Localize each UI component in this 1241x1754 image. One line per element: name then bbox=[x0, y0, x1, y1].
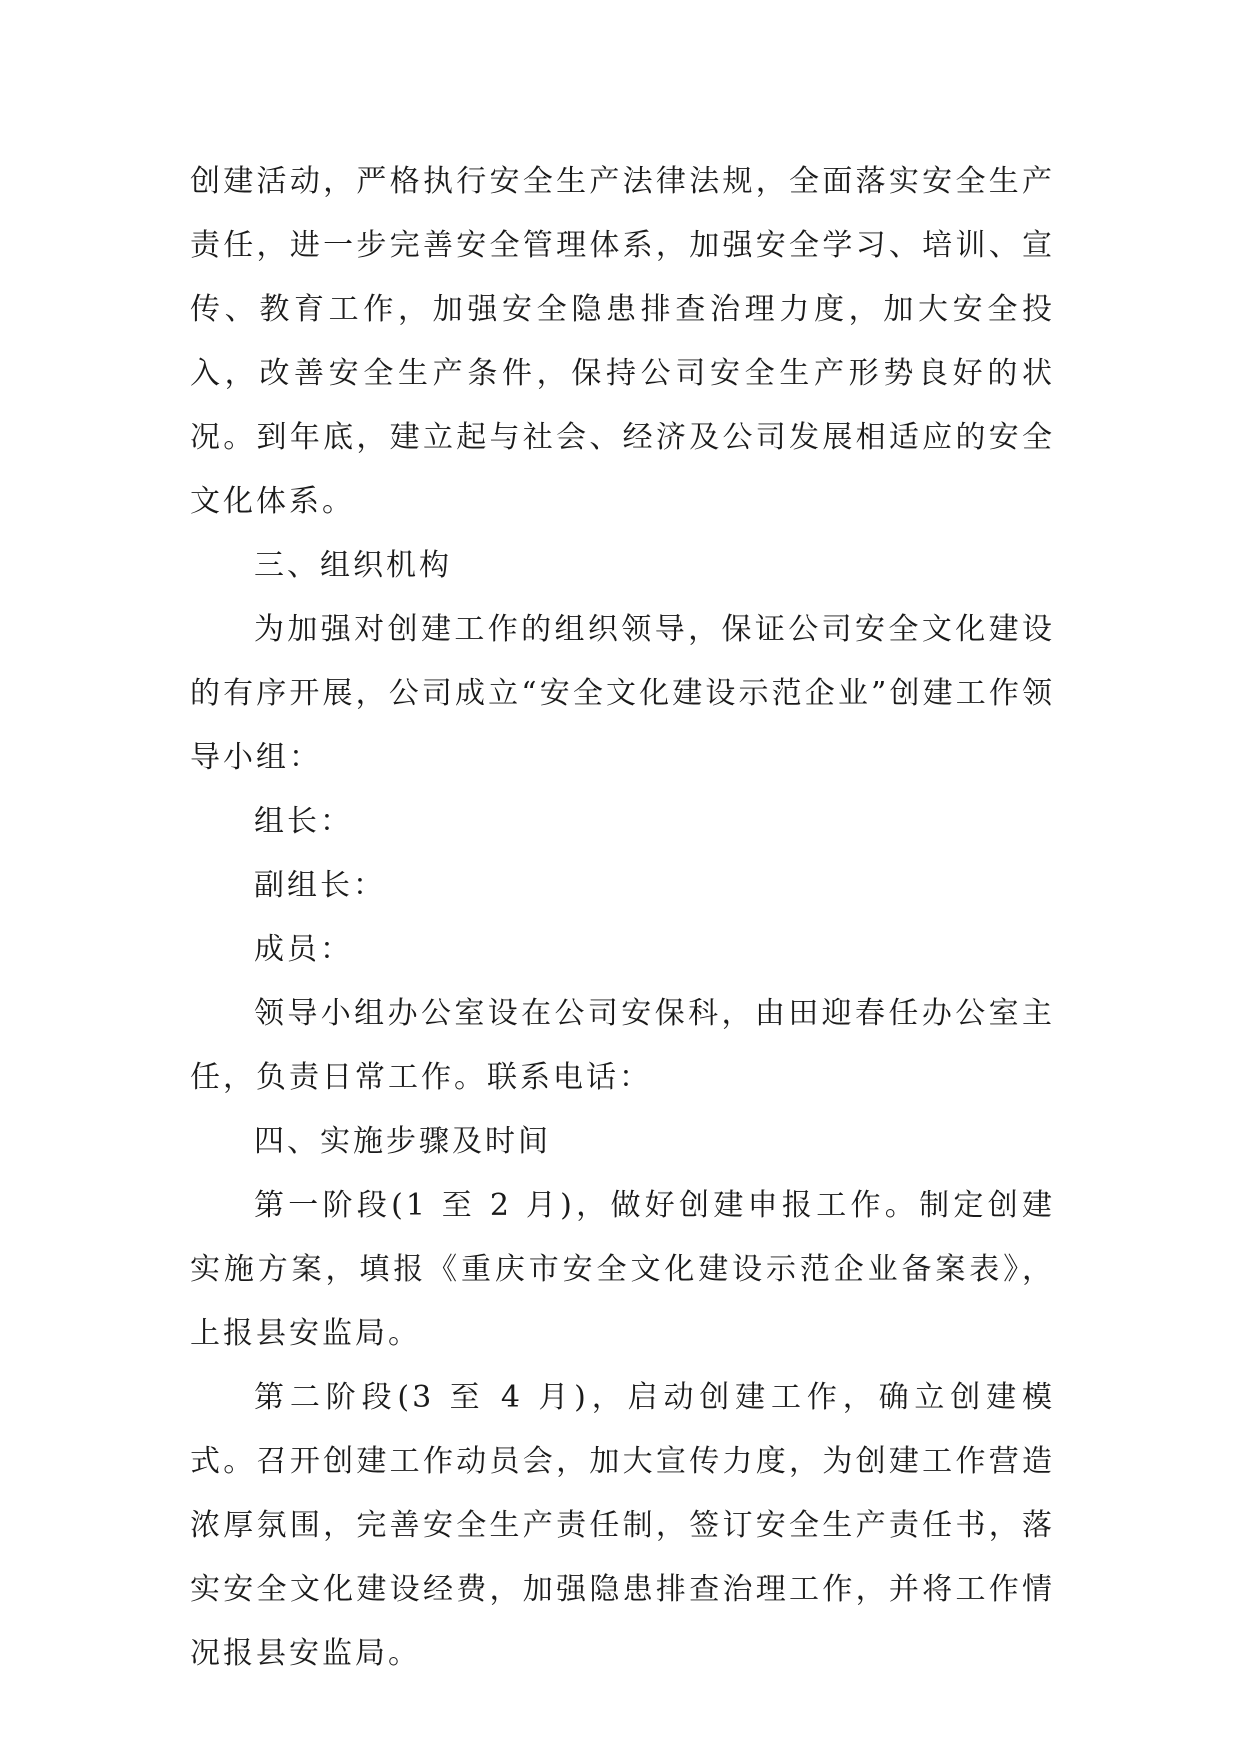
paragraph-stage-one: 第一阶段(1 至 2 月)，做好创建申报工作。制定创建实施方案，填报《重庆市安全文化建设示范企业备案表》，上报县安监局。 bbox=[190, 1188, 1055, 1351]
field-deputy-leader: 副组长： bbox=[254, 868, 386, 903]
paragraph-stage-two: 第二阶段(3 至 4 月)，启动创建工作，确立创建模式。召开创建工作动员会，加大宣传力度，为创建工作营造浓厚氛围，完善安全生产责任制，签订安全生产责任书，落实安全文化建设经费，加强隐患排查治理工作，并将工作情况报县安监局。 bbox=[190, 1380, 1055, 1671]
field-group-leader: 组长： bbox=[254, 804, 353, 839]
paragraph-office: 领导小组办公室设在公司安保科，由田迎春任办公室主任，负责日常工作。联系电话： bbox=[190, 996, 1055, 1095]
section-heading-organization: 三、组织机构 bbox=[254, 548, 452, 583]
paragraph-leadership-group: 为加强对创建工作的组织领导，保证公司安全文化建设的有序开展，公司成立“安全文化建设示范企业”创建工作领导小组： bbox=[190, 612, 1055, 775]
field-members: 成员： bbox=[254, 932, 353, 967]
document-body bbox=[190, 150, 1055, 1686]
paragraph-goal-continued: 创建活动，严格执行安全生产法律法规，全面落实安全生产责任，进一步完善安全管理体系，加强安全学习、培训、宣传、教育工作，加强安全隐患排查治理力度，加大安全投入，改善安全生产条件，保持公司安全生产形势良好的状况。到年底，建立起与社会、经济及公司发展相适应的安全文化体系。 bbox=[190, 164, 1055, 519]
section-heading-steps: 四、实施步骤及时间 bbox=[254, 1124, 551, 1159]
